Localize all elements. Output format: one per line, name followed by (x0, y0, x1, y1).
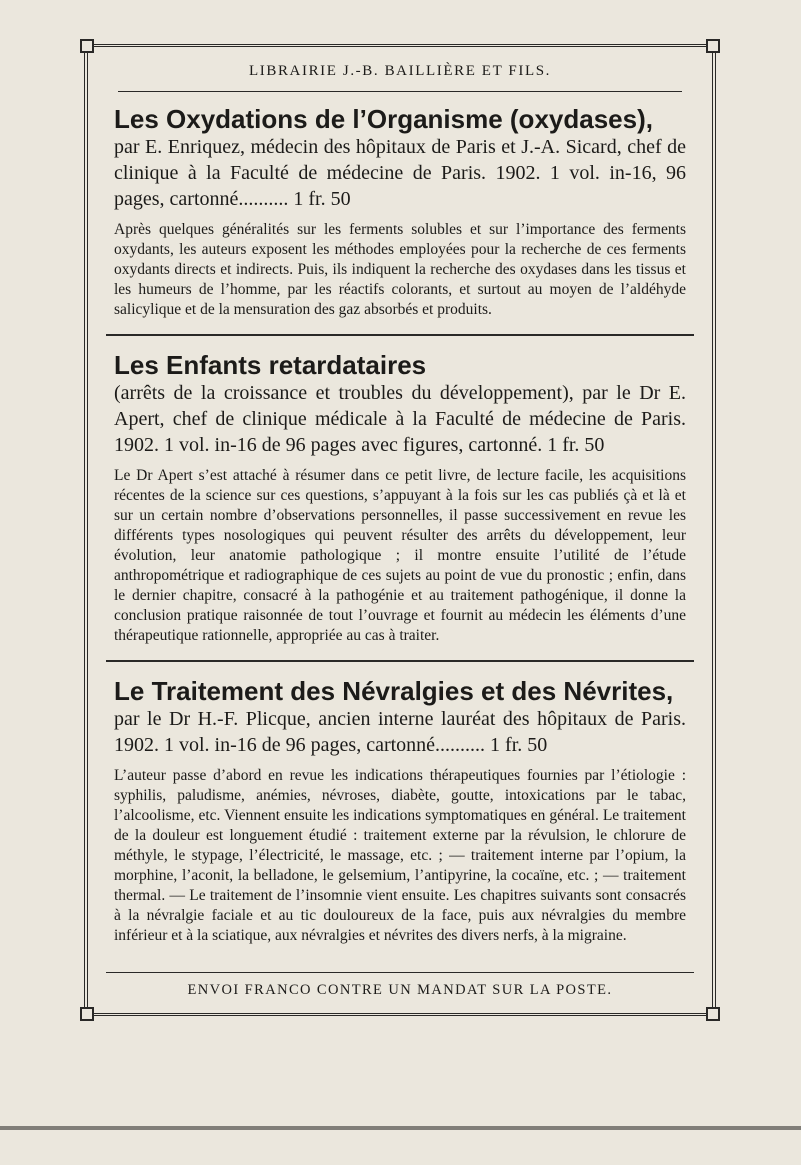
page-edge-band (0, 1126, 801, 1130)
entry-description: Le Dr Apert s’est attaché à résumer dans ce petit livre, de lecture facile, les acquisitions récentes de la science sur ces questions, s’appuyant à la fois sur les cas publiés çà et là et sur un certain nombre d’observations personnelles, il passe successivement en revue les différents types nosologiques qui peuvent résulter des arrêts du développement, leur évolution, leur anatomie pathologique ; il montre ensuite l’utilité de l’étude anthropométrique et radiographique de ces sujets au point de vue du pronostic ; enfin, dans le dernier chapitre, consacré à la pathogénie et au traitement pathogénique, il donne la conclusion pratique raisonnée de tout l’ouvrage et fournit au médecin les éléments d’une thérapeutique rationnelle, appropriée au cas à traiter. (114, 467, 686, 644)
catalogue-page (84, 44, 716, 1016)
corner-ornament (706, 1007, 720, 1021)
entry-biblio: par E. Enriquez, médecin des hôpitaux de Paris et J.-A. Sicard, chef de clinique à la Faculté de médecine de Paris. 1902. 1 vol. in-16, 96 pages, cartonné.......... 1 fr. 50 (114, 136, 686, 210)
entry-title: Le Traitement des Névralgies et des Névrites, (114, 676, 674, 706)
entry-title: Les Enfants retardataires (114, 350, 427, 380)
entry-oxydations (88, 104, 712, 320)
section-rule (106, 334, 694, 336)
entry-description: Après quelques généralités sur les ferments solubles et sur l’importance des ferments oxydants, les auteurs exposent les méthodes employées pour la recherche de ces ferments oxydants directs et indirects. Puis, ils indiquent la recherche des oxydases dans les tissus et les humeurs de l’homme, par les réactifs colorants, et surtout au moyen de l’aldéhyde salicylique et de la mensuration des gaz absorbés et produits. (114, 221, 686, 318)
entry-title: Les Oxydations de l’Organisme (oxydases), (114, 104, 653, 134)
entry-price: 1 fr. 50 (547, 434, 605, 456)
shipping-note: ENVOI FRANCO CONTRE UN MANDAT SUR LA POSTE. (187, 982, 613, 998)
section-rule (106, 660, 694, 662)
entry-description: L’auteur passe d’abord en revue les indications thérapeutiques fournies par l’étiologie : syphilis, paludisme, anémies, névroses, diabète, goutte, intoxications par le tabac, l’alcoolisme, etc. Viennent ensuite les indications symptomatiques en général. Le traitement de la douleur est longuement étudié : traitement externe par la révulsion, le chlorure de méthyle, le stypage, l’électricité, le massage, etc. ; — traitement interne par l’opium, la morphine, l’aconit, la belladone, le gelsemium, l’antipyrine, la cocaïne, etc. ; — traitement thermal. — Le traitement de l’insomnie vient ensuite. Les chapitres suivants sont consacrés à la névralgie faciale et au tic douloureux de la face, puis aux névralgies du membre inférieur et à la sciatique, aux névralgies et névrites des divers nerfs, à la migraine. (114, 767, 686, 944)
corner-ornament (80, 39, 94, 53)
corner-ornament (706, 39, 720, 53)
entry-nevralgies (88, 676, 712, 946)
entry-price: 1 fr. 50 (490, 734, 548, 756)
publisher-header: LIBRAIRIE J.-B. BAILLIÈRE ET FILS. (248, 63, 552, 79)
entry-price: 1 fr. 50 (293, 188, 351, 210)
entry-enfants (88, 350, 712, 646)
corner-ornament (80, 1007, 94, 1021)
entry-biblio: par le Dr H.-F. Plicque, ancien interne lauréat des hôpitaux de Paris. 1902. 1 vol. in-16 de 96 pages, cartonné.......... 1 fr. 50 (114, 708, 686, 756)
entry-biblio: (arrêts de la croissance et troubles du développement), par le Dr E. Apert, chef de clinique médicale à la Faculté de médecine de Paris. 1902. 1 vol. in-16 de 96 pages avec figures, cartonné. 1 fr. 50 (114, 382, 686, 456)
footer-rule (106, 972, 694, 973)
header-rule (118, 91, 682, 92)
